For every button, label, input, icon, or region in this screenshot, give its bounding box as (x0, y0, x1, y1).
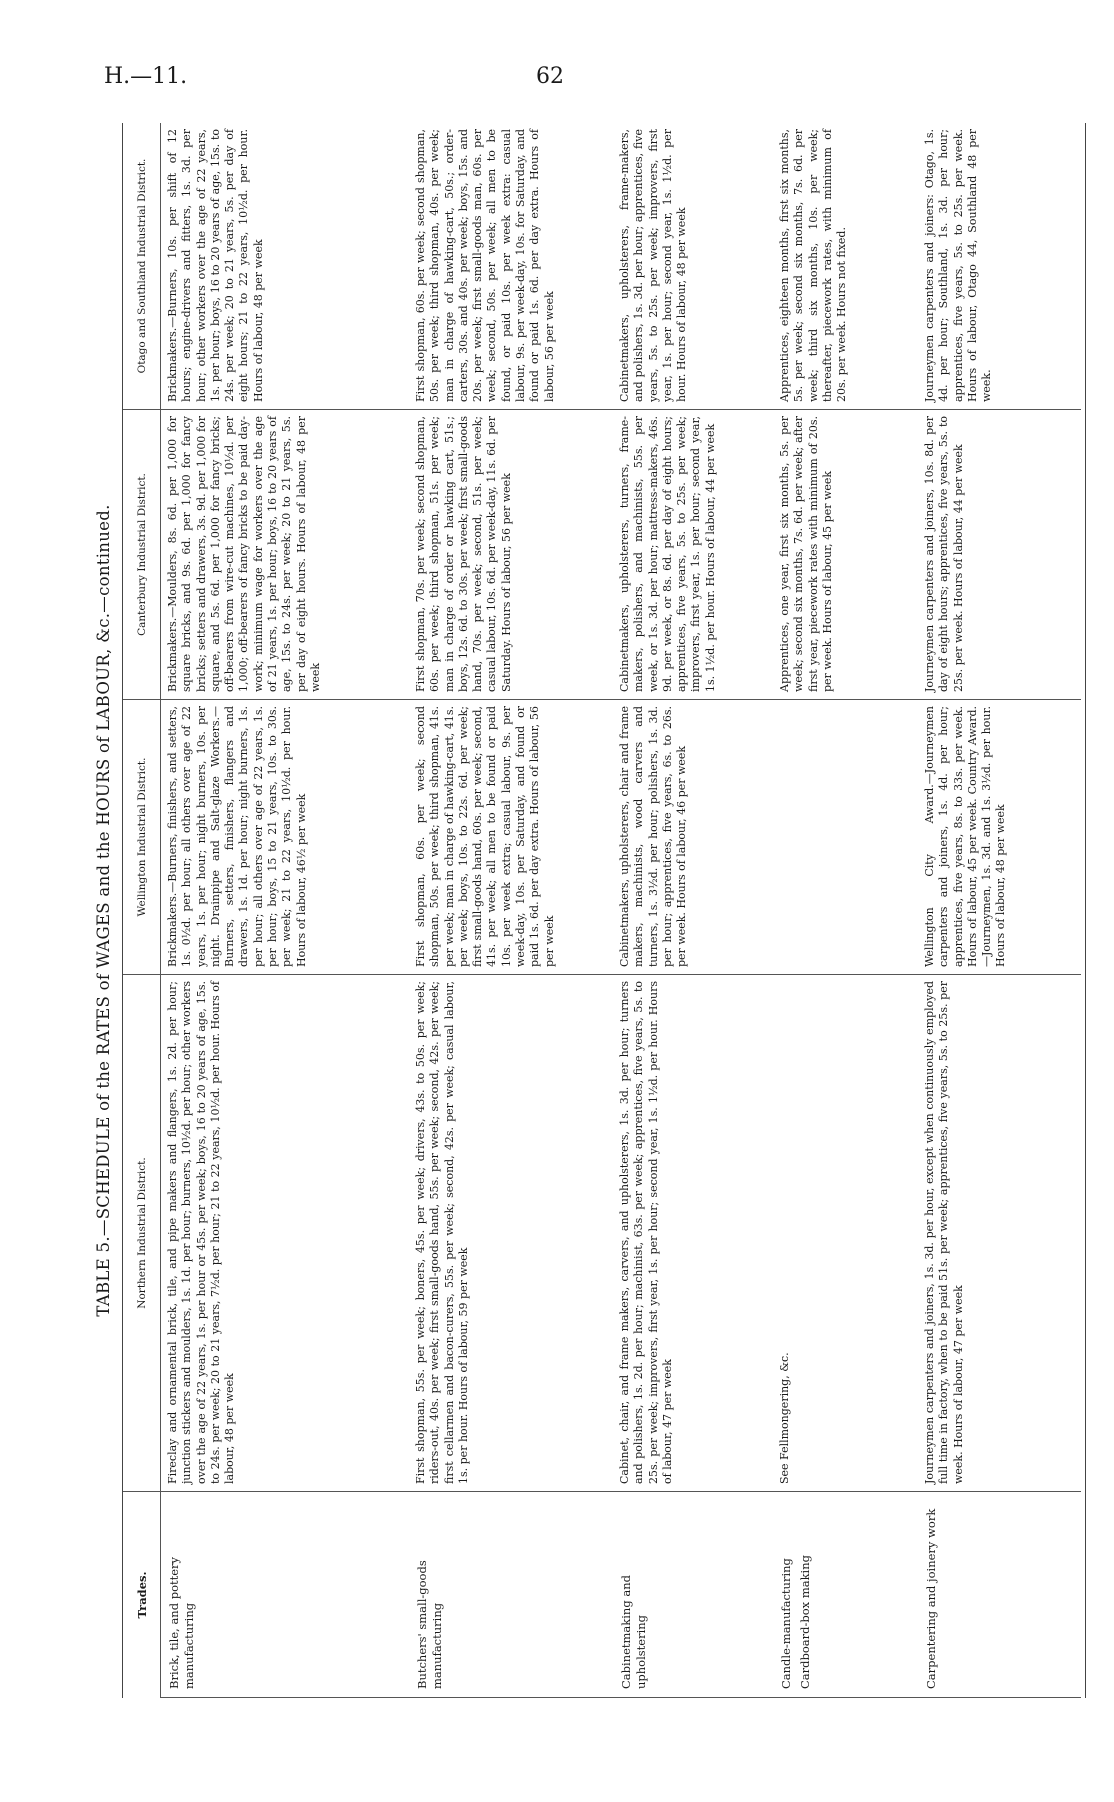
trade-cell (773, 1492, 918, 1698)
northern-cell: First shopman, 55s. per week; boners, 45s. per week; drivers, 43s. to 50s. per week; riders-out, 40s. per week; first small-goods hand, 55s. per week; second, 42s. per week; first cellarmen and bacon-curers, 55s. per week; second, 42s. per week; casual labour, 1s. per hour. Hours of labour, 59 per week (409, 975, 613, 1492)
column-header-trades: Trades. (123, 1492, 161, 1698)
column-header-otago: Otago and Southland Industrial District. (123, 123, 161, 410)
trade-cell: Carpentering and joinery work (918, 1492, 1081, 1698)
canterbury-cell: Brickmakers.—Moulders, 8s. 6d. per 1,000 for square bricks, and 9s. 6d. per 1,000 for fancy bricks; setters and drawers, 3s. 9d. per 1,000 for square, and 5s. 6d. per 1,000 for fancy bricks; off-bearers from wire-cut machines, 10½d. per 1,000; off-bearers of fancy bricks to be paid day-work; minimum wage for workers over the age of 21 years, 1s. per hour; boys, 16 to 20 years of age, 15s. to 24s. per week; 20 to 21 years, 5s. per day of eight hours. Hours of labour, 48 per week (161, 410, 409, 700)
northern-cell: See Fellmongering, &c. (773, 975, 918, 1492)
canterbury-cell: Apprentices, one year, first six months, 5s. per week; second six months, 7s. 6d. per week; after first year, piecework rates with minimum of 20s. per week. Hours of labour, 45 per week (773, 410, 918, 700)
canterbury-cell: First shopman, 70s. per week; second shopman, 60s. per week; third shopman, 51s. per week; man in charge of order or hawking cart, 51s.; boys, 12s. 6d. to 30s. per week; first small-goods hand, 70s. per week; second, 51s. per week; casual labour, 10s. 6d. per week-day, 11s. 6d. per Saturday. Hours of labour, 56 per week (409, 410, 613, 700)
column-header-wellington: Wellington Industrial District. (123, 700, 161, 975)
wellington-cell (773, 700, 918, 975)
rotated-table-page (92, 123, 1092, 1698)
northern-cell: Fireclay and ornamental brick, tile, and pipe makers and flangers, 1s. 2d. per hour; junction stickers and moulders, 1s. 1d. per hour; burners, 10½d. per hour; other workers over the age of 22 years, 1s. per hour or 45s. per week; boys, 16 to 20 years of age, 15s. to 24s. per week; 20 to 21 years, 7½d. per hour; 21 to 22 years, 10½d. per hour. Hours of labour, 48 per week (161, 975, 409, 1492)
trade-cell: Brick, tile, and pottery manufacturing (161, 1492, 409, 1698)
wellington-cell: Wellington City Award.—Journeymen carpenters and joiners, 1s. 4d. per hour; apprentices, five years, 8s. to 33s. per week. Hours of labour, 45 per week. Country Award.—Journeymen, 1s. 3d. and 1s. 3½d. per hour. Hours of labour, 48 per week (918, 700, 1081, 975)
northern-cell: Journeymen carpenters and joiners, 1s. 3d. per hour, except when continuously employed full time in factory, when to be paid 51s. per week; apprentices, five years, 5s. to 25s. per week. Hours of labour, 47 per week (918, 975, 1081, 1492)
wellington-cell: First shopman, 60s. per week; second shopman, 50s. per week; third shopman, 41s. per week; man in charge of hawking-cart, 41s. per week; boys, 10s. to 22s. 6d. per week; first small-goods hand, 60s. per week; second, 41s. per week; all men to be found or paid 10s. per week extra; casual labour, 9s. per week-day, 10s. per Saturday, and found or paid 1s. 6d. per day extra. Hours of labour, 56 per week (409, 700, 613, 975)
canterbury-cell: Cabinetmakers, upholsterers, turners, frame-makers, polishers, and machinists, 55s. per week, or 1s. 3d. per hour; mattress-makers, 46s. 9d. per week, or 8s. 6d. per day of eight hours; apprentices, five years, 5s. to 25s. per week; improvers, first year, 1s. per hour; second year, 1s. 1½d. per hour. Hours of labour, 44 per week (613, 410, 773, 700)
wellington-cell: Cabinetmakers, upholsterers, chair and frame makers, machinists, wood carvers and turners, 1s. 3½d. per hour; polishers, 1s. 3d. per hour; apprentices, five years, 6s. to 26s. per week. Hours of labour, 46 per week (613, 700, 773, 975)
canterbury-cell: Journeymen carpenters and joiners, 10s. 8d. per day of eight hours; apprentices, five years, 5s. to 25s. per week. Hours of labour, 44 per week (918, 410, 1081, 700)
trade-cell: Cabinetmaking and upholstering (613, 1492, 773, 1698)
trade-cell: Butchers' small-goods manufacturing (409, 1492, 613, 1698)
trade-label-secondary: Cardboard-box making (798, 1554, 812, 1689)
otago-cell: First shopman, 60s. per week; second shopman, 50s. per week; third shopman, 40s. per week; man in charge of hawking-cart, 50s.; order-carters, 30s. and 40s. per week; boys, 15s. and 20s. per week; first small-goods man, 60s. per week; second, 50s. per week; all men to be found, or paid 10s. per week extra: casual labour, 9s. per week-day, 10s. for Saturday, and found or paid 1s. 6d. per day extra. Hours of labour, 56 per week (409, 123, 613, 410)
column-header-northern: Northern Industrial District. (123, 975, 161, 1492)
otago-cell: Cabinetmakers, upholsterers, frame-makers, and polishers, 1s. 3d. per hour; apprentices, five years, 5s. to 25s. per week; improvers, first year, 1s. per hour; second year, 1s. 1½d. per hour. Hours of labour, 48 per week (613, 123, 773, 410)
page-reference: H.—11. (104, 64, 188, 89)
page-number: 62 (536, 64, 564, 89)
wellington-cell: Brickmakers.—Burners, finishers, and setters, 1s. 0½d. per hour; all others over age of 22 years, 1s. per hour; night burners, 10s. per night. Drainpipe and Salt-glaze Workers.—Burners, setters, finishers, flangers and drawers, 1s. 1d. per hour; night burners, 1s. per hour; all others over age of 22 years, 1s. per hour; boys, 15 to 21 years, 10s. to 30s. per week; 21 to 22 years, 10½d. per hour. Hours of labour, 46½ per week (161, 700, 409, 975)
otago-cell: Apprentices, eighteen months, first six months, 5s. per week; second six months, 7s. 6d. per week; third six months, 10s. per week; thereafter, piecework rates, with minimum of 20s. per week. Hours not fixed. (773, 123, 918, 410)
northern-cell: Cabinet, chair, and frame makers, carvers, and upholsterers, 1s. 3d. per hour; turners and polishers, 1s. 2d. per hour; machinist, 63s. per week; apprentices, five years, 5s. to 25s. per week; improvers, first year, 1s. per hour; second year, 1s. 1½d. per hour. Hours of labour, 47 per week (613, 975, 773, 1492)
otago-cell: Journeymen carpenters and joiners: Otago, 1s. 4d. per hour; Southland, 1s. 3d. per hour; apprentices, five years, 5s. to 25s. per week. Hours of labour, Otago 44, Southland 48 per week. (918, 123, 1081, 410)
trade-label: Candle-manufacturing (779, 1558, 793, 1689)
wages-table (122, 123, 1086, 1698)
column-header-canterbury: Canterbury Industrial District. (123, 410, 161, 700)
otago-cell: Brickmakers.—Burners, 10s. per shift of 12 hours; engine-drivers and fitters, 1s. 3d. per hour; other workers over the age of 22 years, 1s. per hour; boys, 16 to 20 years of age, 15s. to 24s. per week; 20 to 21 years, 5s. per day of eight hours; 21 to 22 years, 10½d. per hour. Hours of labour, 48 per week (161, 123, 409, 410)
table-title: TABLE 5.—SCHEDULE of the RATES of WAGES and the HOURS of LABOUR, &c.—continued. (94, 504, 113, 1317)
